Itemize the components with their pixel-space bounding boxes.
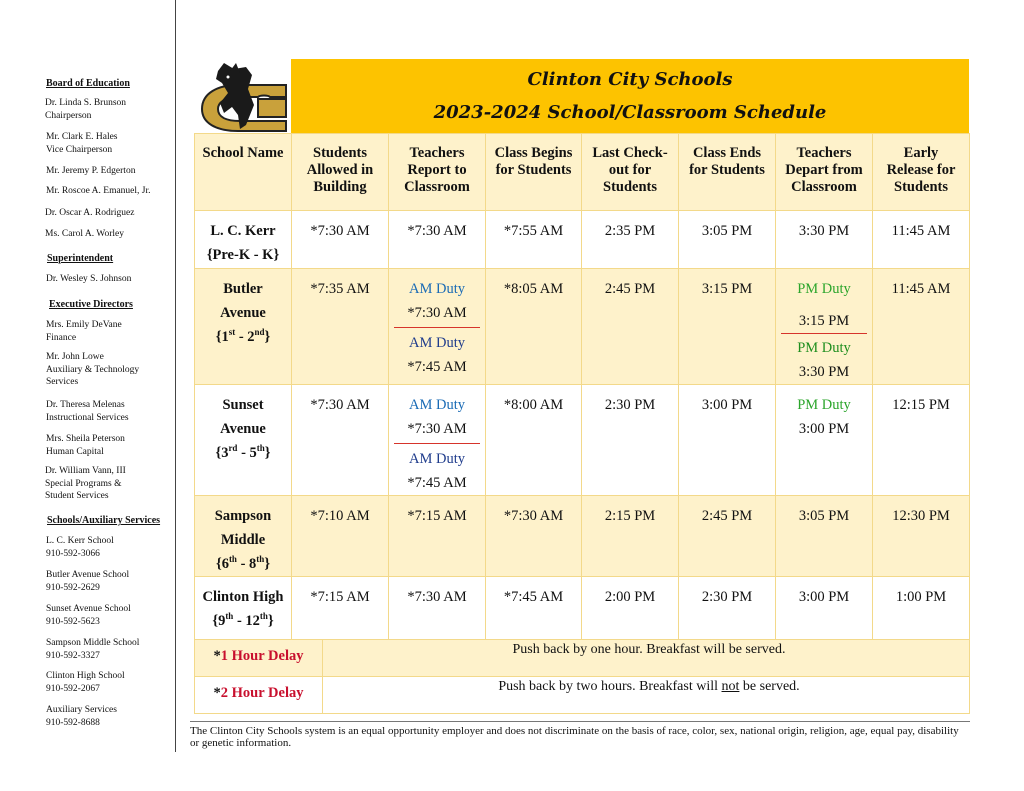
table-cell: PM Duty 3:15 PM PM Duty 3:30 PM: [776, 269, 873, 385]
page-subtitle: 2023-2024 School/Classroom Schedule: [433, 102, 827, 123]
school-name-cell: Clinton High {9th - 12th}: [195, 577, 292, 650]
school-contact: Sunset Avenue School 910-592-5623: [46, 604, 131, 627]
table-cell: *7:35 AM: [292, 269, 389, 385]
table-row: [195, 211, 970, 269]
superintendent-heading: Superintendent: [47, 253, 114, 264]
header-banner: [291, 59, 969, 133]
column-header: Class Begins for Students: [486, 134, 582, 211]
column-header: Teachers Report to Classroom: [389, 134, 486, 211]
school-contact: Sampson Middle School 910-592-3327: [46, 638, 140, 661]
table-cell: *8:00 AM: [486, 385, 582, 496]
two-hour-delay-label: *2 Hour Delay: [195, 677, 323, 714]
table-cell: 3:05 PM: [679, 211, 776, 269]
superintendent-name: Dr. Wesley S. Johnson: [46, 274, 132, 284]
delay-row: [195, 677, 970, 714]
table-cell: 2:35 PM: [582, 211, 679, 269]
divider: [394, 443, 480, 444]
school-name-cell: Sunset Avenue {3rd - 5th}: [195, 385, 292, 496]
exec-member: Dr. William Vann, III Special Programs & Student Services: [45, 466, 126, 501]
one-hour-delay-text: Push back by one hour. Breakfast will be served.: [323, 640, 970, 677]
pm-duty-label: PM Duty: [797, 281, 851, 297]
stallion-mascot-logo: [194, 59, 291, 133]
table-cell: *7:30 AM: [486, 496, 582, 577]
table-cell: *7:55 AM: [486, 211, 582, 269]
table-cell: 3:05 PM: [776, 496, 873, 577]
table-cell: 3:15 PM: [679, 269, 776, 385]
school-contact: Auxiliary Services 910-592-8688: [46, 705, 117, 728]
table-cell: *7:30 AM: [292, 211, 389, 269]
exec-member: Mrs. Emily DeVane Finance: [46, 320, 122, 343]
table-cell: AM Duty *7:30 AM AM Duty *7:45 AM: [389, 385, 486, 496]
exec-member: Mr. John Lowe Auxiliary & Technology Services: [46, 352, 140, 387]
table-row: [195, 385, 970, 496]
school-contact: Butler Avenue School 910-592-2629: [46, 570, 130, 593]
table-cell: 2:30 PM: [582, 385, 679, 496]
table-cell: *7:30 AM: [292, 385, 389, 496]
table-cell: *7:45 AM: [486, 577, 582, 650]
table-cell: AM Duty *7:30 AM AM Duty *7:45 AM: [389, 269, 486, 385]
table-cell: *7:15 AM: [292, 577, 389, 650]
am-duty-label: AM Duty: [409, 281, 465, 297]
sidebar: [0, 0, 176, 752]
table-cell: 3:30 PM: [776, 211, 873, 269]
board-member: Mr. Clark E. Hales Vice Chairperson: [46, 132, 118, 155]
column-header: Last Check-out for Students: [582, 134, 679, 211]
board-member: Dr. Linda S. Brunson Chairperson: [45, 98, 127, 121]
school-contact: Clinton High School 910-592-2067: [46, 671, 125, 694]
schedule-table: [194, 133, 970, 650]
one-hour-delay-label: *1 Hour Delay: [195, 640, 323, 677]
table-cell: PM Duty 3:00 PM: [776, 385, 873, 496]
board-member: Dr. Oscar A. Rodriguez: [45, 208, 135, 218]
board-member: Mr. Jeremy P. Edgerton: [46, 166, 136, 176]
schools-heading: Schools/Auxiliary Services: [47, 515, 161, 526]
table-row: [195, 496, 970, 577]
school-contact: L. C. Kerr School 910-592-3066: [46, 536, 114, 559]
table-cell: *7:15 AM: [389, 496, 486, 577]
header-row: [195, 134, 970, 211]
table-cell: 1:00 PM: [873, 577, 970, 650]
table-cell: *7:10 AM: [292, 496, 389, 577]
table-cell: 3:00 PM: [679, 385, 776, 496]
table-cell: 11:45 AM: [873, 211, 970, 269]
column-header: Class Ends for Students: [679, 134, 776, 211]
column-header: School Name: [195, 134, 292, 211]
board-member: Mr. Roscoe A. Emanuel, Jr.: [46, 186, 151, 196]
am-duty-label: AM Duty: [409, 397, 465, 413]
exec-member: Dr. Theresa Melenas Instructional Services: [46, 400, 129, 423]
delay-row: [195, 640, 970, 677]
page-title: Clinton City Schools: [527, 69, 733, 90]
board-heading: Board of Education: [46, 78, 130, 89]
table-cell: *7:30 AM: [389, 577, 486, 650]
table-cell: 2:00 PM: [582, 577, 679, 650]
school-name-cell: Butler Avenue {1st - 2nd}: [195, 269, 292, 385]
pm-duty-label: PM Duty: [797, 397, 851, 413]
footer-disclaimer: The Clinton City Schools system is an equal opportunity employer and does not discriminate on the basis of race, color, sex, national origin, religion, age, equal pay, disability or genetic information.: [190, 721, 970, 749]
am-duty-label: AM Duty: [409, 335, 465, 351]
divider: [781, 333, 867, 334]
exec-member: Mrs. Sheila Peterson Human Capital: [46, 434, 125, 457]
table-cell: 12:15 PM: [873, 385, 970, 496]
table-cell: *7:30 AM: [389, 211, 486, 269]
divider: [394, 327, 480, 328]
column-header: Students Allowed in Building: [292, 134, 389, 211]
school-name-cell: L. C. Kerr {Pre-K - K}: [195, 211, 292, 269]
table-cell: 2:15 PM: [582, 496, 679, 577]
am-duty-label: AM Duty: [409, 451, 465, 467]
table-cell: 2:45 PM: [679, 496, 776, 577]
delay-table: [194, 639, 970, 714]
exec-heading: Executive Directors: [49, 299, 133, 310]
table-cell: 11:45 AM: [873, 269, 970, 385]
column-header: Teachers Depart from Classroom: [776, 134, 873, 211]
table-cell: 2:45 PM: [582, 269, 679, 385]
two-hour-delay-text: Push back by two hours. Breakfast will not be served.: [323, 677, 970, 714]
column-header: Early Release for Students: [873, 134, 970, 211]
board-member: Ms. Carol A. Worley: [45, 229, 125, 239]
table-cell: 12:30 PM: [873, 496, 970, 577]
table-cell: *8:05 AM: [486, 269, 582, 385]
pm-duty-label: PM Duty: [797, 340, 851, 356]
table-cell: 3:00 PM: [776, 577, 873, 650]
table-row: [195, 269, 970, 385]
table-cell: 2:30 PM: [679, 577, 776, 650]
school-name-cell: Sampson Middle {6th - 8th}: [195, 496, 292, 577]
